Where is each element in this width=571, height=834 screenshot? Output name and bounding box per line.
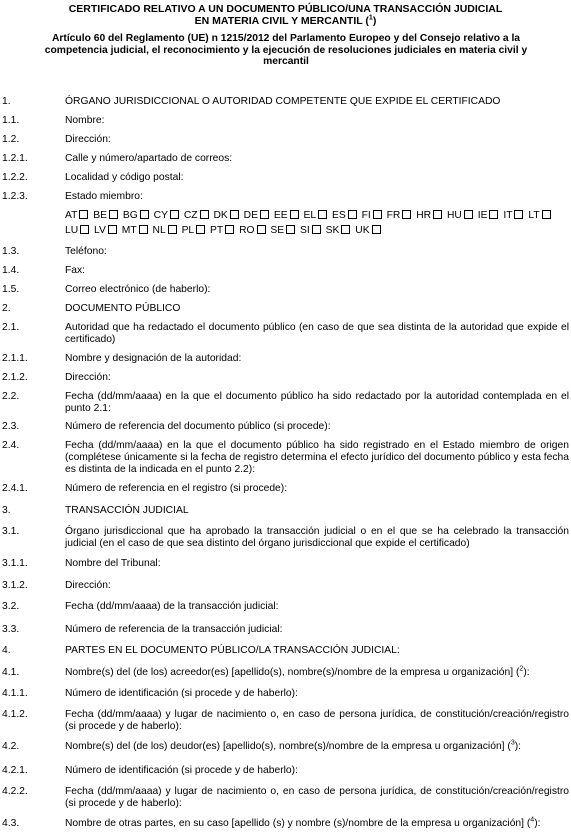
item-number: 2.4.1. bbox=[2, 483, 28, 494]
item-text-wrap bbox=[65, 667, 569, 679]
footnote-ref: 2 bbox=[519, 665, 524, 673]
country-option bbox=[503, 210, 525, 222]
country-option bbox=[184, 210, 211, 222]
country-option bbox=[154, 210, 181, 222]
item-text: Localidad y código postal: bbox=[65, 172, 184, 183]
country-code: HU bbox=[446, 210, 462, 221]
item-number: 2.1. bbox=[2, 322, 20, 333]
country-code: CZ bbox=[183, 210, 198, 221]
country-checkbox[interactable] bbox=[80, 225, 89, 234]
country-option bbox=[270, 225, 297, 237]
country-option bbox=[528, 210, 552, 222]
country-code: PL bbox=[181, 225, 195, 236]
document-title bbox=[0, 3, 571, 27]
item-text: Fecha (dd/mm/aaaa) y lugar de nacimiento o, en caso de persona jurídica, de constitución/creación/registro (si procede y de haberlo): bbox=[65, 786, 569, 809]
country-checkbox[interactable] bbox=[140, 210, 149, 219]
country-option bbox=[416, 210, 444, 222]
item-text: Fecha (dd/mm/aaaa) y lugar de nacimiento o, en caso de persona jurídica, de constitución/creación/registro (si procede y de haberlo): bbox=[65, 709, 569, 732]
item-number: 3. bbox=[2, 505, 11, 516]
country-option bbox=[244, 210, 271, 222]
item-text: Nombre y designación de la autoridad: bbox=[65, 353, 242, 364]
item-number: 4.3. bbox=[2, 818, 20, 829]
country-checkbox[interactable] bbox=[286, 225, 295, 234]
item-number: 4.2. bbox=[2, 741, 20, 752]
country-option bbox=[332, 210, 359, 222]
item-number: 4.1. bbox=[2, 667, 20, 678]
item-number: 1.2.2. bbox=[2, 172, 28, 183]
item-number: 1.2. bbox=[2, 134, 20, 145]
item-text: Fecha (dd/mm/aaaa) de la transacción judicial: bbox=[65, 601, 279, 612]
item-text: Autoridad que ha redactado el documento público (en caso de que sea distinta de la autoridad que expide el certificado) bbox=[65, 322, 569, 345]
country-option bbox=[239, 225, 267, 237]
item-text: Número de referencia de la transacción judicial: bbox=[65, 624, 283, 635]
item-number: 4.2.1. bbox=[2, 765, 28, 776]
country-code: ES bbox=[331, 210, 346, 221]
country-code: FI bbox=[361, 210, 371, 221]
country-code: IE bbox=[477, 210, 488, 221]
country-code: BG bbox=[122, 210, 138, 221]
country-code: DE bbox=[243, 210, 258, 221]
item-text: Nombre del Tribunal: bbox=[65, 558, 161, 569]
item-text: Dirección: bbox=[65, 134, 111, 145]
country-code: UK bbox=[355, 225, 370, 236]
country-option bbox=[300, 225, 323, 237]
country-checkbox[interactable] bbox=[318, 210, 327, 219]
country-checkbox[interactable] bbox=[108, 225, 117, 234]
item-text: Nombre(s) del (de los) deudor(es) [apellido(s), nombre(s)/nombre de la empresa u organización] ( bbox=[65, 741, 511, 752]
item-number: 4. bbox=[2, 645, 11, 656]
country-option bbox=[326, 225, 353, 237]
country-option bbox=[65, 225, 91, 237]
member-state-checkboxes-line-2 bbox=[65, 225, 570, 237]
item-text: Fecha (dd/mm/aaaa) en la que el documento público ha sido redactado por la autoridad contemplada en el punto 2.1: bbox=[65, 391, 569, 414]
country-checkbox[interactable] bbox=[402, 210, 411, 219]
country-option bbox=[122, 225, 150, 237]
country-option bbox=[355, 225, 382, 237]
country-checkbox[interactable] bbox=[348, 210, 357, 219]
country-code: SK bbox=[325, 225, 340, 236]
country-option bbox=[362, 210, 384, 222]
item-text: Número de identificación (si procede y de haberlo): bbox=[65, 765, 298, 776]
country-option bbox=[182, 225, 208, 237]
item-text: Dirección: bbox=[65, 372, 111, 383]
country-option bbox=[478, 210, 501, 222]
title-line-2-end: ) bbox=[372, 15, 377, 27]
item-number: 1.5. bbox=[2, 284, 20, 295]
item-text-end: ): bbox=[523, 667, 530, 678]
title-line-2-text: EN MATERIA CIVIL Y MERCANTIL ( bbox=[194, 15, 369, 27]
item-text: Órgano jurisdiccional que ha aprobado la transacción judicial o en el que se ha celebrado la transacción judicial (en el caso de que sea distinto del órgano jurisdiccional que expide el certificado) bbox=[65, 526, 569, 549]
item-text: Nombre(s) del (de los) acreedor(es) [apellido(s), nombre(s)/nombre de la empresa u organización] ( bbox=[65, 667, 520, 678]
subtitle-line-1: Artículo 60 del Reglamento (UE) n 1215/2012 del Parlamento Europeo y del Consejo relativo a la bbox=[51, 33, 521, 44]
country-option bbox=[123, 210, 151, 222]
country-code: SE bbox=[270, 225, 285, 236]
country-checkbox[interactable] bbox=[312, 225, 321, 234]
country-checkbox[interactable] bbox=[79, 210, 88, 219]
item-text: Dirección: bbox=[65, 580, 111, 591]
item-number: 2.4. bbox=[2, 440, 20, 451]
item-number: 3.2. bbox=[2, 601, 20, 612]
item-number: 2.1.2. bbox=[2, 372, 28, 383]
country-checkbox[interactable] bbox=[542, 210, 551, 219]
country-code: FR bbox=[386, 210, 401, 221]
item-number: 1.2.1. bbox=[2, 153, 28, 164]
subtitle-line-3: mercantil bbox=[263, 56, 309, 68]
country-checkbox[interactable] bbox=[290, 210, 299, 219]
country-option bbox=[447, 210, 475, 222]
item-text: Nombre de otras partes, en su caso [apellido (s) y nombre (s)/nombre de la empresa u organización] ( bbox=[65, 818, 531, 829]
country-option bbox=[274, 210, 301, 222]
item-number: 3.3. bbox=[2, 624, 20, 635]
country-checkbox[interactable] bbox=[139, 225, 148, 234]
country-option bbox=[153, 225, 179, 237]
country-option bbox=[210, 225, 236, 237]
item-text: Fax: bbox=[65, 265, 86, 276]
item-number: 3.1.2. bbox=[2, 580, 28, 591]
country-code: LT bbox=[528, 210, 540, 221]
member-state-checkboxes-line-1 bbox=[65, 210, 570, 222]
item-text: Número de referencia del documento público (si procede): bbox=[65, 421, 331, 432]
country-option bbox=[65, 210, 90, 222]
item-text-wrap bbox=[65, 741, 569, 753]
country-code: EE bbox=[273, 210, 288, 221]
country-checkbox[interactable] bbox=[225, 225, 234, 234]
item-text: Número de referencia en el registro (si procede): bbox=[65, 483, 288, 494]
country-checkbox[interactable] bbox=[433, 210, 442, 219]
country-checkbox[interactable] bbox=[464, 210, 473, 219]
country-option bbox=[93, 210, 120, 222]
country-option bbox=[213, 210, 240, 222]
country-code: SI bbox=[300, 225, 310, 236]
item-number: 2.1.1. bbox=[2, 353, 28, 364]
item-text: Calle y número/apartado de correos: bbox=[65, 153, 233, 164]
item-number: 1.4. bbox=[2, 265, 20, 276]
item-text-end: ): bbox=[514, 741, 522, 752]
item-text: DOCUMENTO PÚBLICO bbox=[65, 303, 181, 314]
item-text: TRANSACCIÓN JUDICIAL bbox=[65, 505, 189, 516]
item-text: Estado miembro: bbox=[65, 191, 143, 202]
country-option bbox=[387, 210, 414, 222]
item-text: Fecha (dd/mm/aaaa) en la que el documento público ha sido registrado en el Estado miembro de origen (complétese únicamente si la fecha de registro determina el efecto jurídico del documento público y esta fecha es distinta de la indicada en el punto 2.2): bbox=[65, 440, 569, 475]
item-text-end: ): bbox=[534, 818, 541, 829]
country-checkbox[interactable] bbox=[196, 225, 205, 234]
country-code: NL bbox=[152, 225, 166, 236]
subtitle-line-2: competencia judicial, el reconocimiento y la ejecución de resoluciones judiciales en materia civil y bbox=[44, 44, 528, 56]
country-checkbox[interactable] bbox=[200, 210, 209, 219]
country-checkbox[interactable] bbox=[168, 225, 177, 234]
item-number: 2.2. bbox=[2, 391, 20, 402]
country-code: HR bbox=[416, 210, 432, 221]
item-number: 1. bbox=[2, 96, 11, 107]
country-option bbox=[303, 210, 329, 222]
country-code: RO bbox=[239, 225, 255, 236]
country-checkbox[interactable] bbox=[489, 210, 498, 219]
country-checkbox[interactable] bbox=[260, 210, 269, 219]
country-checkbox[interactable] bbox=[341, 225, 350, 234]
footnote-ref-1: 1 bbox=[368, 14, 373, 22]
item-number: 1.2.3. bbox=[2, 191, 28, 202]
title-line-2 bbox=[0, 15, 571, 27]
item-number: 2. bbox=[2, 303, 11, 314]
country-code: AT bbox=[65, 210, 78, 221]
item-number: 4.1.1. bbox=[2, 688, 28, 699]
item-text-wrap bbox=[65, 818, 569, 830]
item-number: 2.3. bbox=[2, 421, 20, 432]
country-checkbox[interactable] bbox=[230, 210, 239, 219]
country-code: MT bbox=[121, 225, 137, 236]
country-checkbox[interactable] bbox=[257, 225, 266, 234]
item-text: Número de identificación (si procede y de haberlo): bbox=[65, 688, 298, 699]
country-code: PT bbox=[210, 225, 224, 236]
country-code: DK bbox=[213, 210, 228, 221]
country-code: EL bbox=[303, 210, 317, 221]
item-number: 4.2.2. bbox=[2, 786, 28, 797]
country-checkbox[interactable] bbox=[170, 210, 179, 219]
item-text: PARTES EN EL DOCUMENTO PÚBLICO/LA TRANSACCIÓN JUDICIAL: bbox=[65, 645, 400, 656]
document-subtitle bbox=[18, 33, 554, 68]
item-text: Nombre: bbox=[65, 115, 105, 126]
country-checkbox[interactable] bbox=[372, 225, 381, 234]
country-checkbox[interactable] bbox=[373, 210, 382, 219]
footnote-ref: 4 bbox=[530, 816, 535, 824]
country-checkbox[interactable] bbox=[514, 210, 523, 219]
item-number: 4.1.2. bbox=[2, 709, 28, 720]
item-number: 3.1.1. bbox=[2, 558, 28, 569]
item-number: 1.1. bbox=[2, 115, 20, 126]
item-number: 3.1. bbox=[2, 526, 20, 537]
item-number: 1.3. bbox=[2, 246, 20, 257]
country-code: BE bbox=[93, 210, 108, 221]
country-code: LV bbox=[94, 225, 106, 236]
item-text: ÓRGANO JURISDICCIONAL O AUTORIDAD COMPETENTE QUE EXPIDE EL CERTIFICADO bbox=[65, 96, 501, 107]
country-code: LU bbox=[65, 225, 79, 236]
country-code: CY bbox=[153, 210, 168, 221]
title-line-1: CERTIFICADO RELATIVO A UN DOCUMENTO PÚBLICO/UNA TRANSACCIÓN JUDICIAL bbox=[68, 3, 503, 15]
item-text: Correo electrónico (de haberlo): bbox=[65, 284, 211, 295]
footnote-ref: 3 bbox=[510, 739, 515, 747]
item-text: Teléfono: bbox=[65, 246, 107, 257]
country-option bbox=[94, 225, 119, 237]
country-checkbox[interactable] bbox=[109, 210, 118, 219]
country-code: IT bbox=[503, 210, 513, 221]
